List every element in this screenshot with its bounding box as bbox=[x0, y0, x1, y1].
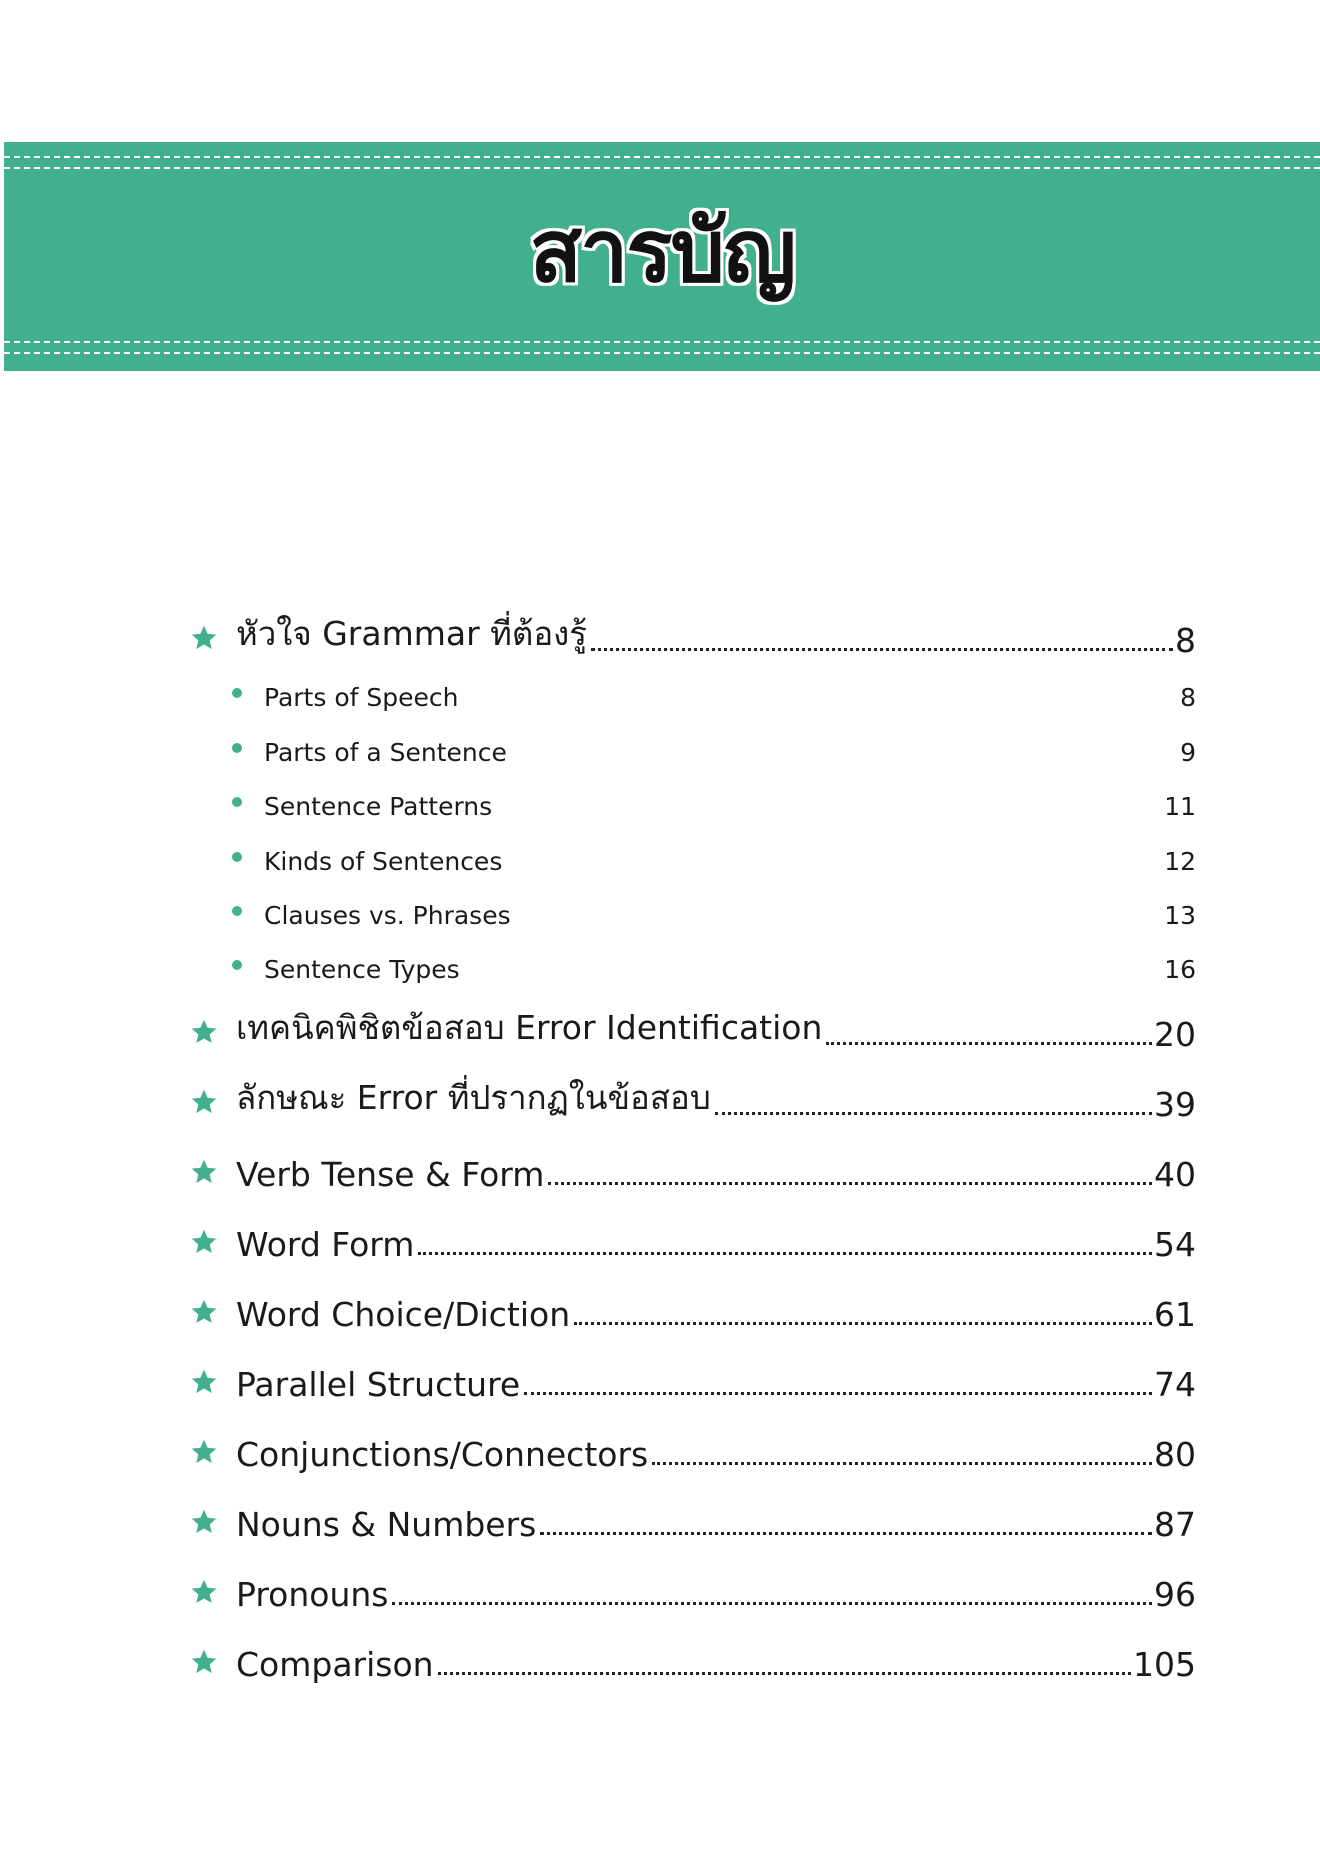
toc-entry-label: เทคนิคพิชิตข้อสอบ Error Identification bbox=[236, 1008, 823, 1047]
toc-page-number: 20 bbox=[1154, 1015, 1196, 1054]
bullet-icon bbox=[232, 852, 242, 862]
toc-page-number: 12 bbox=[1164, 847, 1196, 876]
dot-leader bbox=[652, 1462, 1152, 1465]
toc-page-number: 105 bbox=[1133, 1645, 1196, 1684]
toc-subentry bbox=[232, 840, 1196, 876]
toc-page-number: 61 bbox=[1154, 1295, 1196, 1334]
toc-subentry bbox=[232, 894, 1196, 930]
toc-entry-label: Parts of Speech bbox=[264, 683, 459, 712]
toc-entry-label: หัวใจ Grammar ที่ต้องรู้ bbox=[236, 614, 587, 653]
bullet-icon bbox=[232, 797, 242, 807]
toc-entry-label: Clauses vs. Phrases bbox=[264, 901, 511, 930]
star-icon bbox=[190, 1158, 218, 1186]
toc-page-number: 39 bbox=[1154, 1085, 1196, 1124]
star-icon bbox=[190, 1438, 218, 1466]
toc-page-number: 87 bbox=[1154, 1505, 1196, 1544]
toc-entry bbox=[192, 1286, 1196, 1334]
dot-leader bbox=[548, 1182, 1152, 1185]
toc-entry bbox=[192, 1076, 1196, 1124]
star-icon bbox=[190, 1088, 218, 1116]
toc-entry bbox=[192, 1566, 1196, 1614]
toc-entry-label: Pronouns bbox=[236, 1575, 389, 1614]
star-icon bbox=[190, 1298, 218, 1326]
toc-entry bbox=[192, 1006, 1196, 1054]
star-icon bbox=[190, 624, 218, 652]
toc-subentry bbox=[232, 731, 1196, 767]
dot-leader bbox=[715, 1112, 1152, 1115]
dot-leader bbox=[418, 1252, 1152, 1255]
star-icon bbox=[190, 1018, 218, 1046]
toc-entry bbox=[192, 1496, 1196, 1544]
toc-entry-label: Parallel Structure bbox=[236, 1365, 521, 1404]
star-icon bbox=[190, 1368, 218, 1396]
toc-page-number: 11 bbox=[1164, 792, 1196, 821]
toc-entry-label: Parts of a Sentence bbox=[264, 738, 507, 767]
toc-subentry bbox=[232, 785, 1196, 821]
toc-page-number: 16 bbox=[1164, 955, 1196, 984]
toc-page-number: 40 bbox=[1154, 1155, 1196, 1194]
toc-entry bbox=[192, 1426, 1196, 1474]
bullet-icon bbox=[232, 960, 242, 970]
toc-entry-label: Nouns & Numbers bbox=[236, 1505, 537, 1544]
bullet-icon bbox=[232, 743, 242, 753]
toc-page-number: 74 bbox=[1154, 1365, 1196, 1404]
toc-entry-label: Comparison bbox=[236, 1645, 434, 1684]
star-icon bbox=[190, 1578, 218, 1606]
toc-subentry bbox=[232, 948, 1196, 984]
toc-entry-label: Verb Tense & Form bbox=[236, 1155, 545, 1194]
toc-page-number: 80 bbox=[1154, 1435, 1196, 1474]
toc-entry-label: Word Form bbox=[236, 1225, 415, 1264]
dot-leader bbox=[524, 1392, 1152, 1395]
toc-subentry bbox=[232, 676, 1196, 712]
dot-leader bbox=[540, 1532, 1152, 1535]
toc-entry bbox=[192, 1356, 1196, 1404]
toc-entry bbox=[192, 1216, 1196, 1264]
page-title: สารบัญ bbox=[529, 202, 795, 302]
toc-entry-label: ลักษณะ Error ที่ปรากฏในข้อสอบ bbox=[236, 1078, 711, 1117]
bullet-icon bbox=[232, 906, 242, 916]
dot-leader bbox=[574, 1322, 1152, 1325]
toc-page-number: 54 bbox=[1154, 1225, 1196, 1264]
star-icon bbox=[190, 1228, 218, 1256]
toc-entry bbox=[192, 1146, 1196, 1194]
dot-leader bbox=[826, 1042, 1152, 1045]
toc-page-number: 96 bbox=[1154, 1575, 1196, 1614]
toc-page-number: 13 bbox=[1164, 901, 1196, 930]
toc-entry-label: Sentence Patterns bbox=[264, 792, 493, 821]
toc-entry-label: Sentence Types bbox=[264, 955, 460, 984]
bullet-icon bbox=[232, 688, 242, 698]
toc-entry bbox=[192, 1636, 1196, 1684]
toc-entry-label: Kinds of Sentences bbox=[264, 847, 503, 876]
dot-leader bbox=[438, 1672, 1131, 1675]
toc-page-number: 8 bbox=[1175, 621, 1196, 660]
dot-leader bbox=[591, 648, 1173, 651]
toc-entry-label: Word Choice/Diction bbox=[236, 1295, 571, 1334]
star-icon bbox=[190, 1648, 218, 1676]
toc-page-number: 9 bbox=[1180, 738, 1196, 767]
toc-entry bbox=[192, 612, 1196, 660]
dot-leader bbox=[392, 1602, 1152, 1605]
toc-page-number: 8 bbox=[1180, 683, 1196, 712]
star-icon bbox=[190, 1508, 218, 1536]
toc-entry-label: Conjunctions/Connectors bbox=[236, 1435, 649, 1474]
